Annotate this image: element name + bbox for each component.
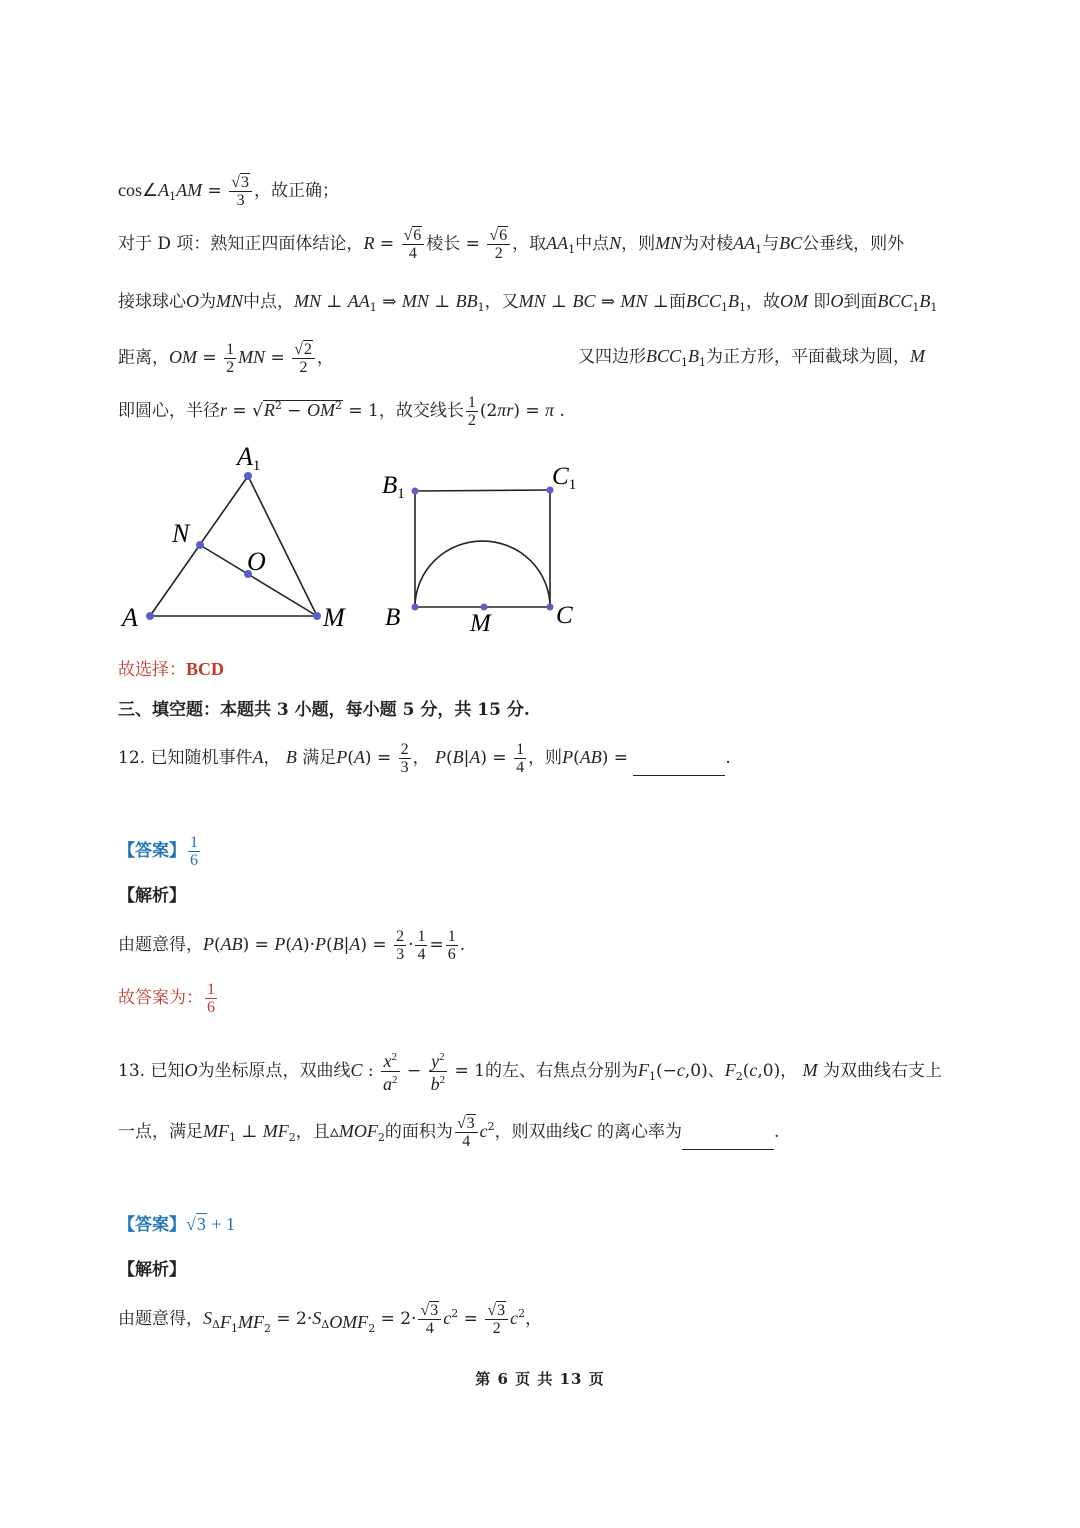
page-footer: 第 6 页 共 13 页 [475, 1370, 605, 1388]
line-d-item: 对于 D 项：熟知正四面体结论，R = $\frac{√6}{4}$ 棱长 = $\frac{√6}{2}$ ，取$AA_1$中点N，则MN为对棱$AA_1$与BC公垂线，则外 [118, 227, 905, 262]
point-C [547, 604, 554, 611]
line-distance: 距离，OM = $\frac{1}{2}$ MN = $\frac{√2}{2}$ ， [118, 341, 334, 376]
answer-12: 【答案】 $\frac{1}{6}$ [118, 834, 198, 869]
label-M-sq: M [470, 610, 491, 637]
question-13-line2: 一点，满足$MF_1$ ⊥ $MF_2$，且$▵MOF_2$的面积为 $\frac{√3}{4}$ $c^2$，则双曲线C 的离心率为 . [118, 1115, 780, 1150]
section-title: 三、填空题：本题共 3 小题，每小题 5 分，共 15 分. [118, 700, 530, 720]
label-A: A [122, 603, 138, 632]
label-B: B [385, 604, 401, 631]
label-M: M [323, 603, 345, 632]
label-B1: $B_1$ [382, 472, 405, 502]
label-C1: $C_1$ [552, 463, 577, 493]
label-N: N [172, 519, 190, 548]
question-12: 12. 已知随机事件A， B 满足P(A) = $\frac{2}{3}$ ， P(B|A) = $\frac{1}{4}$ ，则P(AB) = . [118, 741, 731, 776]
point-A1 [244, 472, 252, 480]
triangle-figure [110, 440, 370, 640]
answer-blank-13 [682, 1131, 774, 1150]
answer-blank-12 [633, 757, 725, 776]
point-N [196, 541, 204, 549]
label-O: O [247, 547, 266, 576]
choice-line: 故选择：BCD [118, 659, 225, 680]
line-radius: 即圆心，半径$r = √R^2 - OM^2 = 1$，故交线长 $\frac{1}{2}$ (2πr) = π . [118, 394, 565, 429]
analysis-label-13: 【解析】 [118, 1260, 186, 1280]
label-A1: A1 [237, 442, 261, 474]
square-figure [370, 455, 590, 645]
solution-13: 由题意得，$S_{\Delta F_1MF_2} = 2\cdot S_{\Delta OMF_2} = 2\cdot$ $\frac{√3}{4}$ $c^2$ = $\frac{√3}{2}$ $c^2$， [118, 1302, 543, 1337]
line-cos-result: $\cos\angle A_1AM$ = $\frac{√3}{3}$ ，故正确； [118, 174, 339, 209]
question-13-line1: 13. 已知O为坐标原点，双曲线C : $\frac{x^2}{a^2}$ − $\frac{y^2}{b^2}$ = 1的左、右焦点分别为$F_1(-c,0)$、$F_2(c,0)$， M 为双曲线右支上 [118, 1051, 943, 1094]
point-M [313, 612, 321, 620]
point-B1 [412, 488, 419, 495]
point-A [146, 612, 154, 620]
label-C: C [556, 602, 573, 629]
answer-13: 【答案】√3 + 1 [118, 1214, 236, 1235]
analysis-label-12: 【解析】 [118, 886, 186, 906]
point-B [412, 604, 419, 611]
final-answer-12: 故答案为： $\frac{1}{6}$ [118, 981, 215, 1016]
line-sphere-center: 接球球心O为MN中点，MN ⊥ $AA_1$ ⇒ MN ⊥ $BB_1$，又MN ⊥ BC ⇒ MN ⊥面$BCC_1B_1$，故OM 即O到面$BCC_1B_1$ [118, 291, 938, 314]
line-distance-right: 又四边形$BCC_1B_1$为正方形，平面截球为圆，M [578, 346, 926, 369]
solution-12: 由题意得，P(AB) = P(A)·P(B|A) = $\frac{2}{3}$ · $\frac{1}{4}$ = $\frac{1}{6}$ . [118, 928, 466, 963]
